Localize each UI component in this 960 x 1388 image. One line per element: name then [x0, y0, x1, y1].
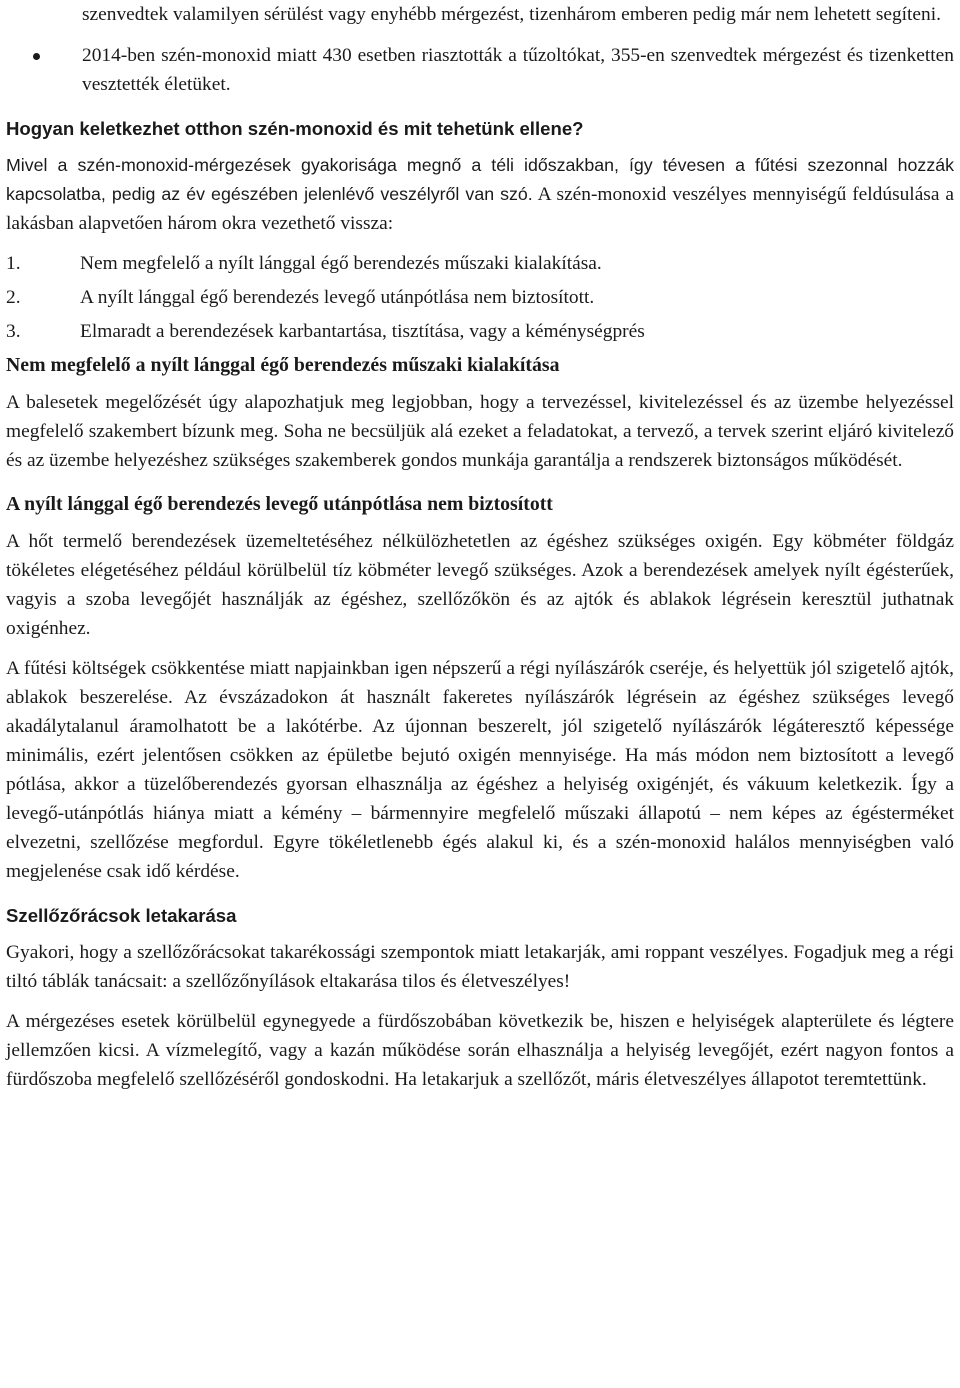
section-paragraph: A hőt termelő berendezések üzemeltetéséhez nélkülözhetetlen az égéshez szükséges oxigén. Egy köbméter földgáz tökéletes elégetéséhez például körülbelül tíz köbméter levegő szükséges. Azok a berendezések amelyek nyílt égésterűek, vagyis a szoba levegőjét használják az égéshez, szellőzőkön és az ajtók és ablakok légrésein keresztül juthatnak oxigénhez.	[6, 531, 954, 639]
list-text: A nyílt lánggal égő berendezés levegő utánpótlása nem biztosított.	[80, 287, 595, 308]
section-heading: Nem megfelelő a nyílt lánggal égő berendezés műszaki kialakítása	[6, 354, 560, 376]
list-number: 2.	[6, 287, 21, 308]
section-paragraph: Gyakori, hogy a szellőzőrácsokat takarékossági szempontok miatt letakarják, ami roppant veszélyes. Fogadjuk meg a régi tiltó táblák tanácsait: a szellőzőnyílások eltakarása tilos és életveszélyes!	[6, 942, 954, 992]
list-text: Elmaradt a berendezések karbantartása, tisztítása, vagy a kéménységprés	[80, 321, 645, 342]
cause-list	[6, 249, 954, 346]
section-paragraph: A fűtési költségek csökkentése miatt napjainkban igen népszerű a régi nyílászárók cseréje, és helyettük jól szigetelő ajtók, ablakok beszerelése. Az évszázadokon át használt fakeretes nyílászárók légrésein az égéshez szükséges levegő akadálytalanul áramolhatott be a lakótérbe. Az újonnan beszerelt, jól szigetelő nyílászárók légáteresztő képessége minimális, ezért jelentősen csökken az épületbe bejutó oxigén mennyisége. Ha más módon nem biztosított a levegő pótlása, akkor a tüzelőberendezés gyorsan elhasználja az égéshez a helyiség oxigénjét, és vákuum keletkezik. Így a levegő-utánpótlás hiánya miatt a kémény – bármennyire megfelelő műszaki állapotú – nem képes az égésterméket elvezetni, szellőzése megfordul. Egyre tökéletlenebb égés alakul ki, és a szén-monoxid halálos mennyiségben való megjelenése csak idő kérdése.	[6, 658, 954, 882]
list-number: 1.	[6, 253, 21, 274]
list-item	[6, 249, 954, 278]
section-heading: Hogyan keletkezhet otthon szén-monoxid és mit tehetünk ellene?	[6, 118, 584, 139]
section-heading: A nyílt lánggal égő berendezés levegő utánpótlása nem biztosított	[6, 493, 553, 515]
bullet-dot-icon	[33, 53, 40, 60]
list-text: Nem megfelelő a nyílt lánggal égő berendezés műszaki kialakítása.	[80, 253, 602, 274]
section-paragraph: A mérgezéses esetek körülbelül egynegyede a fürdőszobában következik be, hiszen e helyiségek alapterülete és légtere jellemzően kicsi. A vízmelegítő, vagy a kazán működése során elhasználja a helyiség levegőjét, ezért nagyon fontos a fürdőszoba megfelelő szellőzéséről gondoskodni. Ha letakarjuk a szellőzőt, máris életveszélyes állapotot teremtettünk.	[6, 1011, 954, 1090]
section-paragraph	[6, 151, 954, 238]
bullet-text: 2014-ben szén-monoxid miatt 430 esetben riasztották a tűzoltókat, 355-en szenvedtek mérgezést és tizenketten vesztették életüket.	[82, 45, 954, 95]
section-paragraph: A balesetek megelőzését úgy alapozhatjuk meg legjobban, hogy a tervezéssel, kivitelezéssel és az üzembe helyezéssel megfelelő szakembert bízunk meg. Soha ne becsüljük alá ezeket a feladatokat, a tervező, a tervek szerint eljáró kivitelező és az üzembe helyezéshez szükséges szakemberek gondos munkája garantálja a rendszerek biztonságos működését.	[6, 392, 954, 471]
list-number: 3.	[6, 321, 21, 342]
list-item	[6, 283, 954, 312]
bullet-item	[82, 0, 954, 29]
paragraph-serif-text: A szén-monoxid veszélyes mennyiségű feldúsulása a lakásban alapvetően három okra vezethető vissza:	[6, 184, 955, 234]
bullet-text: szenvedtek valamilyen sérülést vagy enyhébb mérgezést, tizenhárom emberen pedig már nem lehetett segíteni.	[82, 4, 941, 25]
section-heading: Szellőzőrácsok letakarása	[6, 905, 237, 926]
bullet-item	[82, 41, 954, 99]
list-item	[6, 317, 954, 346]
paragraph-sans-text: Mivel a szén-monoxid-mérgezések gyakorisága megnő a téli időszakban, így tévesen a fűtési szezonnal hozzák kapcsolatba, pedig az év egészében jelenlévő veszélyről van szó.	[6, 155, 954, 204]
bullet-list	[6, 0, 954, 99]
